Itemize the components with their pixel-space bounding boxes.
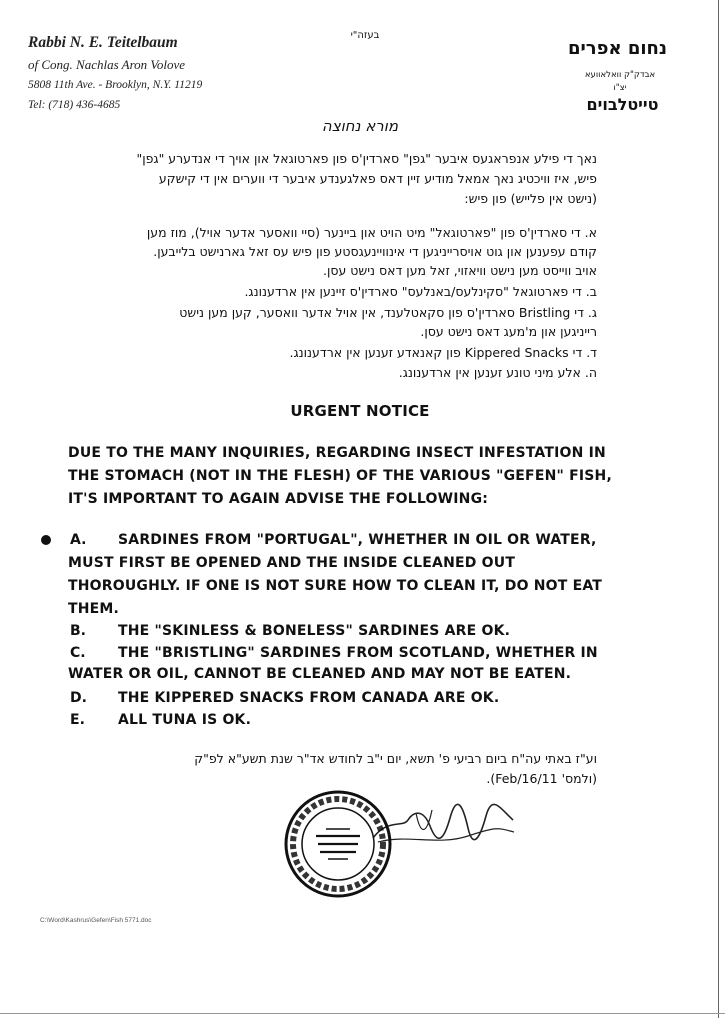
item-letter: C. bbox=[70, 645, 86, 661]
item-letter: B. bbox=[70, 623, 86, 639]
hebrew-item-h: ה. אלע מיני טונע זענען אין ארדענונג. bbox=[398, 365, 597, 380]
hebrew-intro-line: נאך די פילע אנפראגעס איבער "גפן" סארדין'ס פון פארטוגאל און אויך די אנדערע "גפן" bbox=[136, 151, 597, 166]
bullet-icon bbox=[41, 535, 51, 545]
phone: Tel: (718) 436-4685 bbox=[28, 99, 121, 111]
hebrew-item-a-line: א. די סארדין'ס פון "פארטוגאל" מיט הויט און ביינער (סיי וואסער אדער אויל), מוז מען bbox=[146, 225, 597, 240]
item-line: THE "BRISTLING" SARDINES FROM SCOTLAND, WHETHER IN bbox=[118, 645, 598, 661]
hebrew-closing: וע"ז באתי עה"ח ביום רביעי פ' תשא, יום י"ב לחודש אד"ר שנת תשע"א לפ"ק bbox=[194, 751, 597, 766]
hebrew-date: (ולמס' Feb/16/11). bbox=[486, 771, 597, 786]
item-line: MUST FIRST BE OPENED AND THE INSIDE CLEANED OUT bbox=[68, 555, 516, 571]
congregation: of Cong. Nachlas Aron Volove bbox=[28, 57, 186, 72]
address: 5808 11th Ave. - Brooklyn, N.Y. 11219 bbox=[28, 79, 203, 91]
hebrew-item-g-line: רייניגען און מ'מעג דאס נישט עסן. bbox=[420, 324, 597, 339]
hebrew-item-b: ב. די פארטוגאל "סקינלעס/באנלעס" סארדין'ס זיינען אין ארדענונג. bbox=[244, 284, 597, 299]
rabbinical-seal-icon bbox=[282, 788, 394, 900]
hebrew-intro-line: (נישט אין פלייש) פון פיש: bbox=[464, 191, 597, 206]
heb-family-name: טייטלבוים bbox=[586, 95, 659, 114]
hebrew-item-a-line: קודם עפענען און גוט אויסרייניגען די אינוויינעגסטע פון פיש עס זאל גארנישט בלייבען. bbox=[153, 244, 597, 259]
notice-intro-line: THE STOMACH (NOT IN THE FLESH) OF THE VARIOUS "GEFEN" FISH, bbox=[68, 468, 612, 484]
hebrew-item-g-line: ג. די Bristling סארדין'ס פון סקאטלענד, אין אויל אדער וואסער, קען מען נישט bbox=[179, 305, 597, 320]
item-letter: A. bbox=[70, 532, 87, 548]
page-border-right bbox=[718, 0, 719, 1018]
besiyata-dishmaya: בעזה"י bbox=[350, 30, 380, 41]
notice-intro-line: DUE TO THE MANY INQUIRIES, REGARDING INSECT INFESTATION IN bbox=[68, 445, 606, 461]
heb-title-line1: אבדק"ק וואלאוועא bbox=[584, 70, 656, 80]
page-border-bottom bbox=[0, 1013, 725, 1014]
hebrew-heading: מורא נחוצה bbox=[321, 117, 399, 135]
item-line: THOROUGHLY. IF ONE IS NOT SURE HOW TO CLEAN IT, DO NOT EAT bbox=[68, 578, 603, 594]
item-line: WATER OR OIL, CANNOT BE CLEANED AND MAY NOT BE EATEN. bbox=[68, 666, 572, 682]
hebrew-item-d: ד. די Kippered Snacks פון קאנאדע זענען אין ארדענונג. bbox=[289, 345, 597, 360]
notice-title: URGENT NOTICE bbox=[290, 402, 430, 420]
hebrew-intro-line: פיש, איז וויכטיג נאך אמאל מודיע זיין דאס פאלגענדע איבער די ווערים אין די קישקע bbox=[158, 171, 597, 186]
item-line: THEM. bbox=[68, 601, 120, 617]
item-line: THE "SKINLESS & BONELESS" SARDINES ARE OK. bbox=[118, 623, 511, 639]
item-line: SARDINES FROM "PORTUGAL", WHETHER IN OIL OR WATER, bbox=[118, 532, 597, 548]
heb-title-line2: יצ"ו bbox=[613, 83, 627, 93]
hebrew-item-a-line: אויב ווייסט מען נישט וויאזוי, זאל מען דאס נישט עסן. bbox=[323, 263, 597, 278]
file-path-footer: C:\Word\Kashrus\Gefen\Fish 5771.doc bbox=[40, 917, 152, 924]
rabbi-name: Rabbi N. E. Teitelbaum bbox=[28, 34, 178, 51]
item-letter: D. bbox=[70, 690, 87, 706]
heb-rabbi-name: נחום אפרים bbox=[567, 38, 668, 59]
notice-intro-line: IT'S IMPORTANT TO AGAIN ADVISE THE FOLLOWING: bbox=[68, 491, 489, 507]
item-line: THE KIPPERED SNACKS FROM CANADA ARE OK. bbox=[118, 690, 500, 706]
item-letter: E. bbox=[70, 712, 85, 728]
item-line: ALL TUNA IS OK. bbox=[118, 712, 252, 728]
